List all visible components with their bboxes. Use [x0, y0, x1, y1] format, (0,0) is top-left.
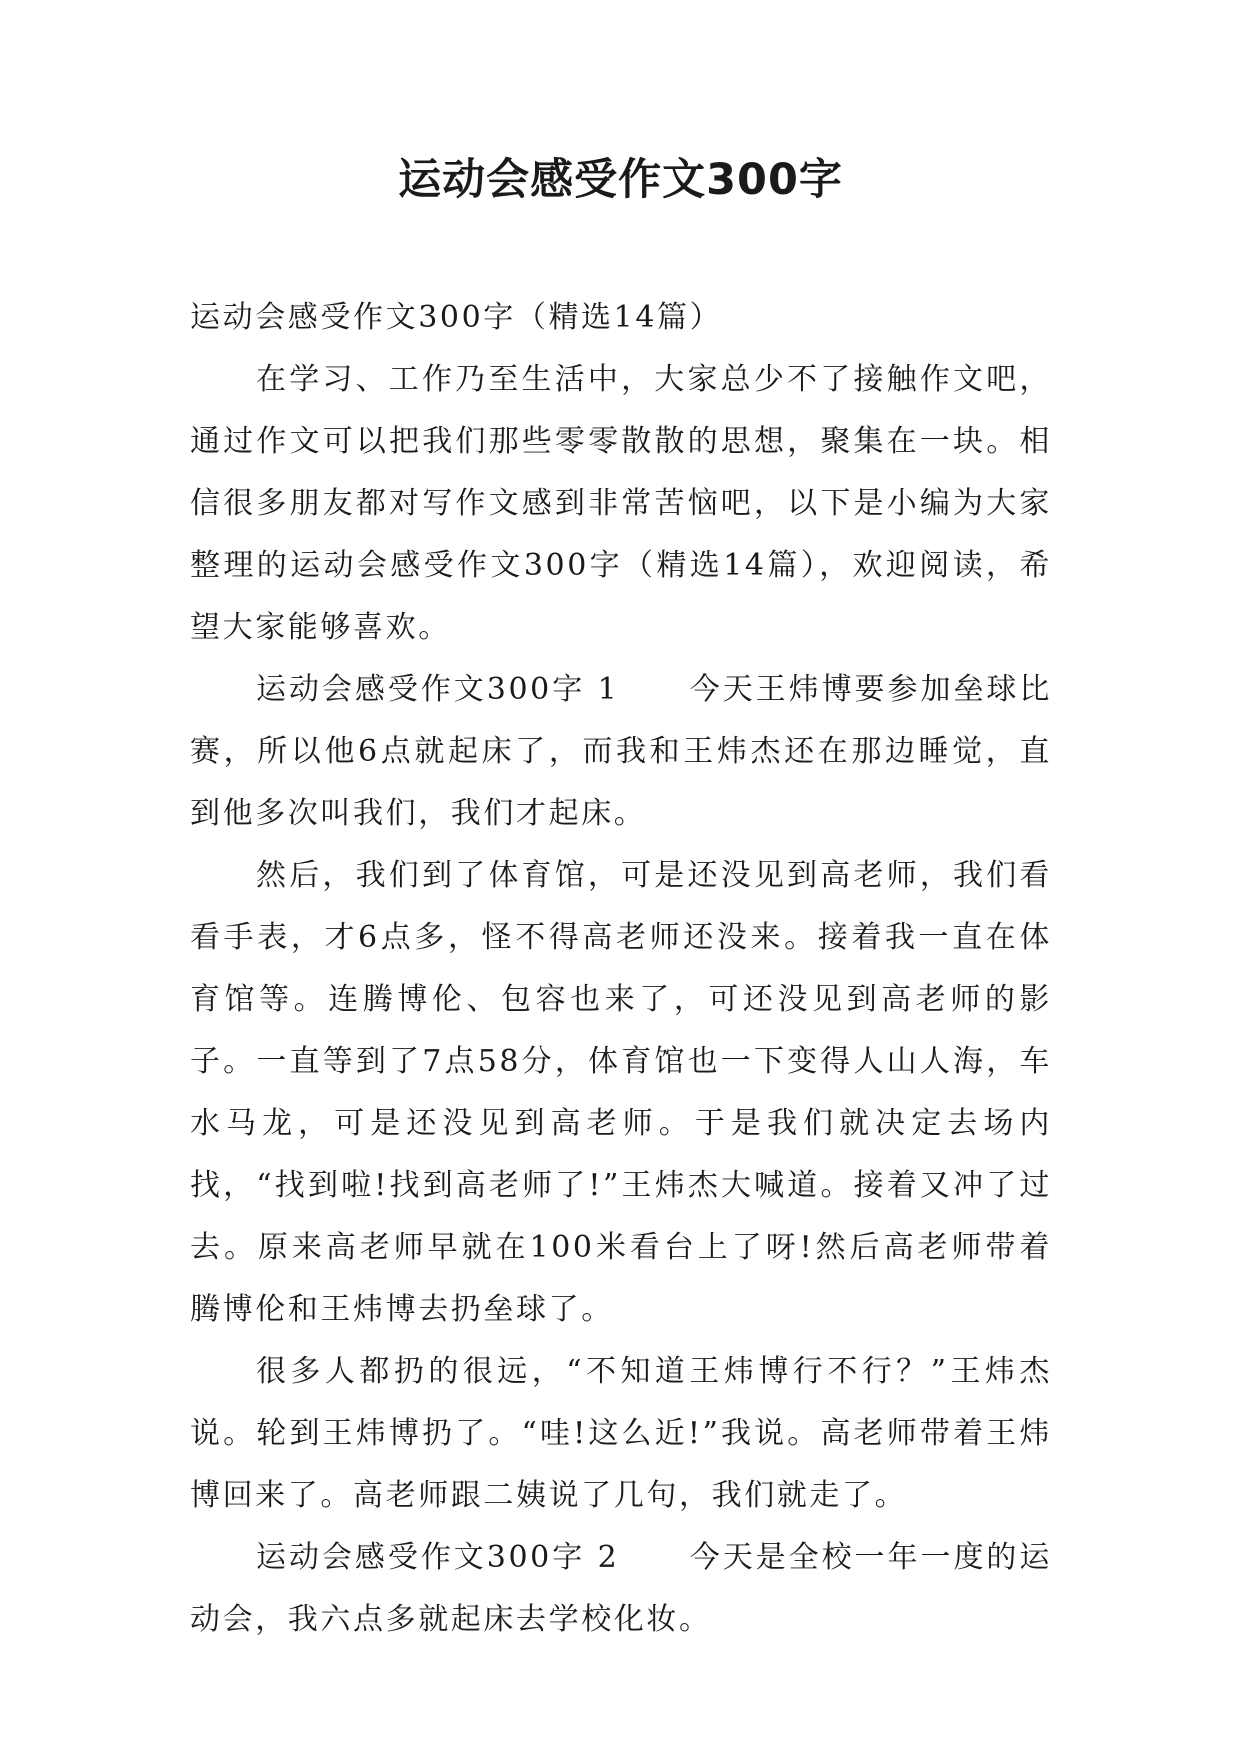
- document-body: [190, 287, 1052, 1651]
- essay-1-paragraph-2: 然后，我们到了体育馆，可是还没见到高老师，我们看看手表，才6点多，怪不得高老师还没来。接着我一直在体育馆等。连腾博伦、包容也来了，可还没见到高老师的影子。一直等到了7点58分，体育馆也一下变得人山人海，车水马龙，可是还没见到高老师。于是我们就决定去场内找，“找到啦!找到高老师了!”王炜杰大喊道。接着又冲了过去。原来高老师早就在100米看台上了呀!然后高老师带着腾博伦和王炜博去扔垒球了。: [190, 858, 1052, 1327]
- essay-2-heading: 运动会感受作文300字 2: [256, 1540, 620, 1575]
- document-title: 运动会感受作文300字: [398, 155, 843, 205]
- essay-1-first-paragraph: [190, 659, 1052, 845]
- essay-2-first-paragraph: [190, 1527, 1052, 1651]
- essay-1-heading: 运动会感受作文300字 1: [256, 672, 620, 707]
- document-subtitle: 运动会感受作文300字（精选14篇）: [190, 300, 723, 335]
- essay-2-paragraph-1: 今天是全校一年一度的运动会，我六点多就起床去学校化妆。: [190, 1540, 1052, 1637]
- intro-paragraph: 在学习、工作乃至生活中，大家总少不了接触作文吧，通过作文可以把我们那些零零散散的思想，聚集在一块。相信很多朋友都对写作文感到非常苦恼吧，以下是小编为大家整理的运动会感受作文300字（精选14篇），欢迎阅读，希望大家能够喜欢。: [190, 362, 1052, 645]
- essay-1-paragraph-3: 很多人都扔的很远，“不知道王炜博行不行？”王炜杰说。轮到王炜博扔了。“哇!这么近!”我说。高老师带着王炜博回来了。高老师跟二姨说了几句，我们就走了。: [190, 1354, 1052, 1513]
- essay-1-paragraph-1: 今天王炜博要参加垒球比赛，所以他6点就起床了，而我和王炜杰还在那边睡觉，直到他多次叫我们，我们才起床。: [190, 672, 1052, 831]
